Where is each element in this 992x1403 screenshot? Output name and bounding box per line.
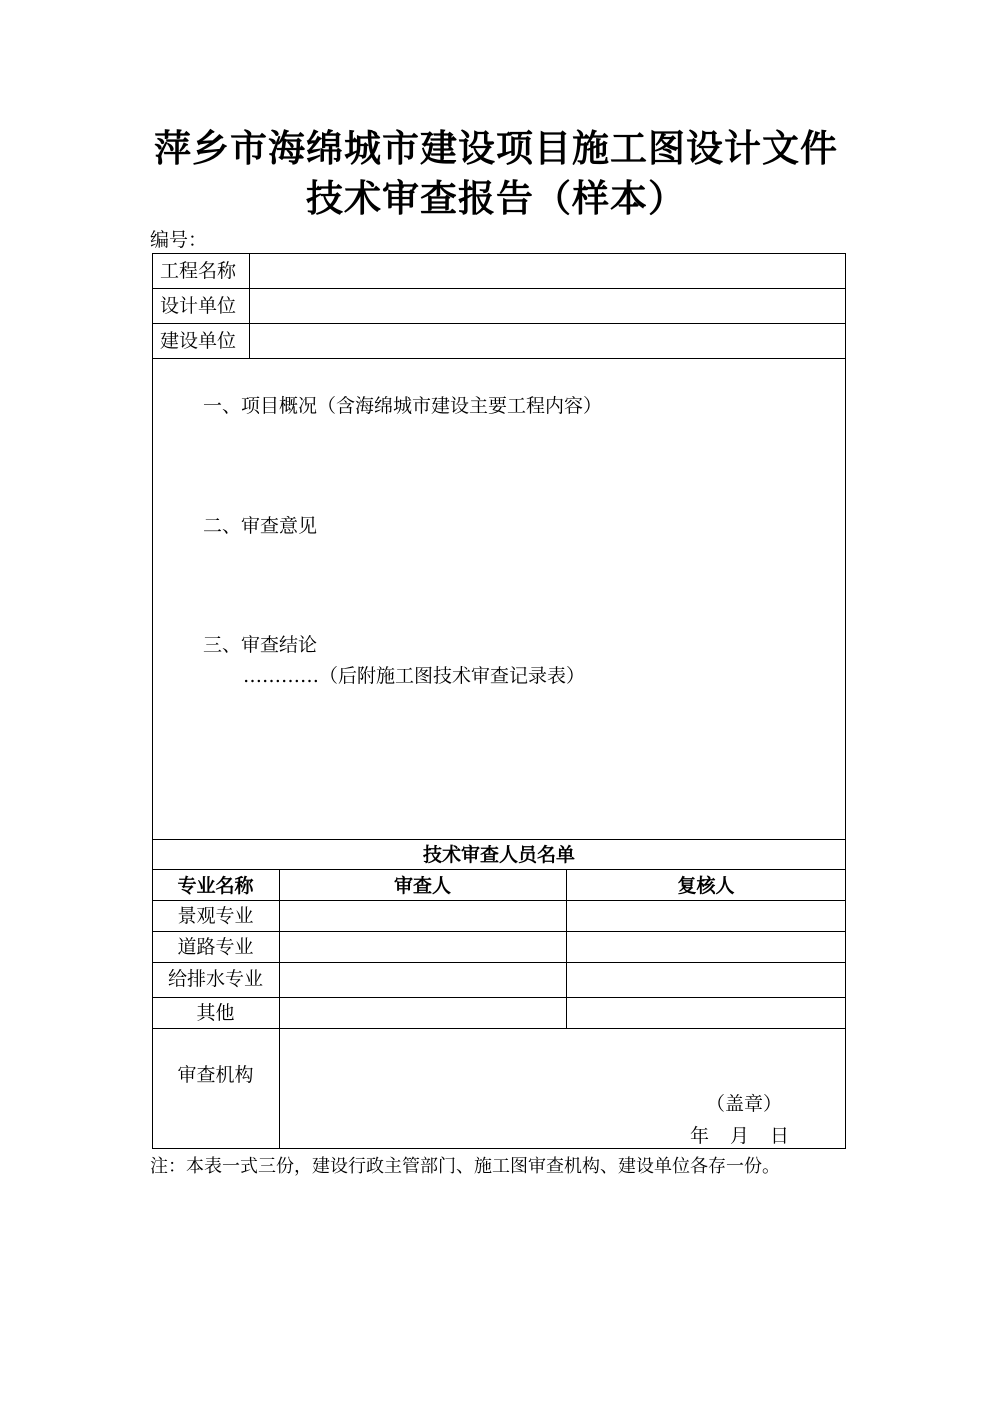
row-divider <box>152 323 846 324</box>
section-review-opinion: 二、审查意见 <box>203 515 318 537</box>
review-agency-label: 审查机构 <box>177 1064 254 1086</box>
row-divider <box>152 358 846 359</box>
row-divider <box>152 869 846 870</box>
row-divider <box>152 839 846 840</box>
seal-note: （盖章） <box>706 1093 783 1115</box>
row-divider <box>152 1028 846 1029</box>
row-divider <box>152 900 846 901</box>
header-reviewer: 审查人 <box>393 875 451 897</box>
label-construction-unit: 建设单位 <box>160 330 237 352</box>
document-number-label: 编号： <box>150 229 208 251</box>
document-title-line1: 萍乡市海绵城市建设项目施工图设计文件 <box>154 126 838 170</box>
footnote: 注：本表一式三份，建设行政主管部门、施工图审查机构、建设单位各存一份。 <box>150 1156 780 1177</box>
date-year-label: 年 <box>690 1125 710 1147</box>
specialty-landscape: 景观专业 <box>177 905 254 927</box>
reviewers-table-title: 技术审查人员名单 <box>422 844 575 866</box>
header-specialty: 专业名称 <box>177 875 254 897</box>
section-review-conclusion: 三、审查结论 <box>203 634 318 656</box>
label-project-name: 工程名称 <box>160 260 237 282</box>
row-divider <box>152 288 846 289</box>
section-project-overview: 一、项目概况（含海绵城市建设主要工程内容） <box>203 395 603 417</box>
specialty-other: 其他 <box>196 1002 235 1024</box>
header-checker: 复核人 <box>677 875 735 897</box>
date-day-label: 日 <box>770 1125 790 1147</box>
document-title-line2: 技术审查报告（样本） <box>306 176 686 220</box>
row-divider <box>152 997 846 998</box>
date-month-label: 月 <box>730 1125 750 1147</box>
conclusion-attachment-note: …………（后附施工图技术审查记录表） <box>243 665 586 687</box>
column-divider <box>279 869 280 1149</box>
row-divider <box>152 931 846 932</box>
specialty-road: 道路专业 <box>177 936 254 958</box>
row-divider <box>152 962 846 963</box>
column-divider <box>249 253 250 358</box>
label-design-unit: 设计单位 <box>160 295 237 317</box>
specialty-water-drainage: 给排水专业 <box>167 968 263 990</box>
